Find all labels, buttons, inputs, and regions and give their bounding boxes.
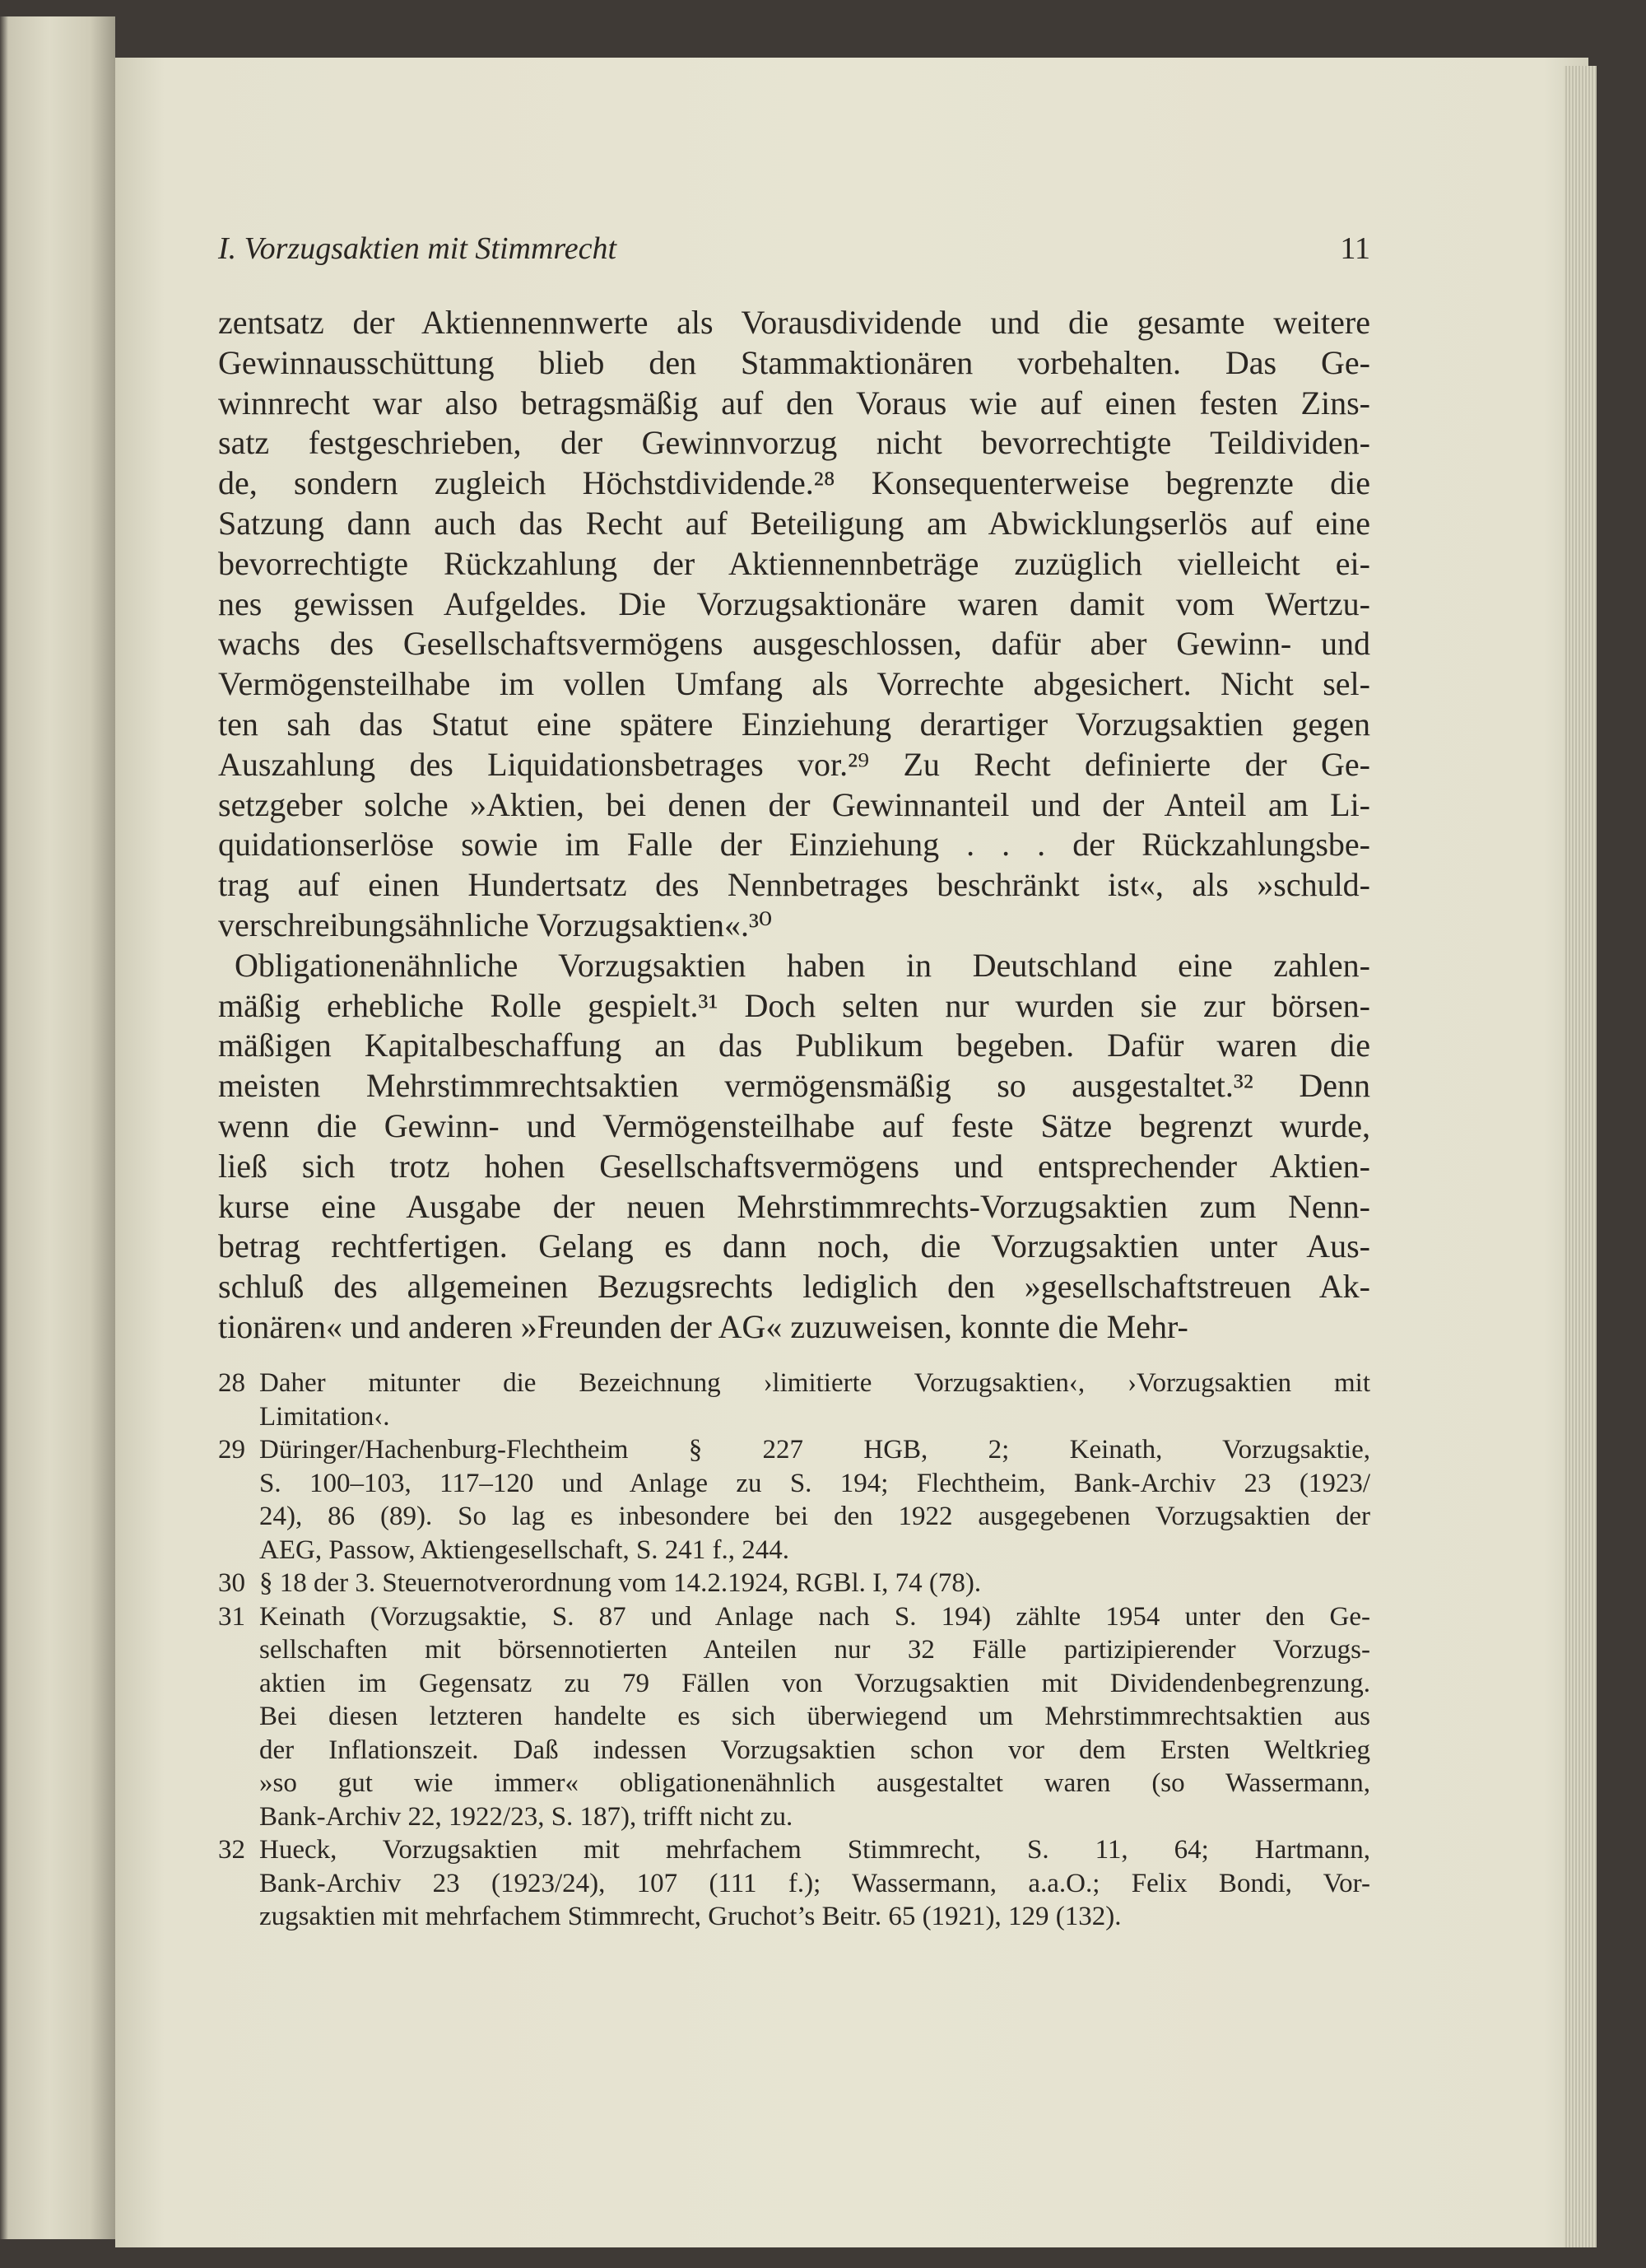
text-line: Gewinnausschüttung blieb den Stammaktionären vorbehalten. Das Ge- [218, 343, 1370, 381]
page-edges [1564, 66, 1597, 2247]
footnote-text: Düringer/Hachenburg-Flechtheim § 227 HGB, 2; Keinath, Vorzugsaktie, [259, 1435, 1370, 1465]
text-line: Obligationenähnliche Vorzugsaktien haben in Deutschland eine zahlen- [235, 946, 1370, 984]
text-line: bevorrechtigte Rückzahlung der Aktiennennbeträge zuzüglich vielleicht ei- [218, 544, 1370, 582]
footnote-line [218, 1900, 1370, 1934]
footnotes [218, 1367, 1370, 1934]
text-line: Vermögensteilhabe im vollen Umfang als Vorrechte abgesichert. Nicht sel- [218, 665, 1370, 703]
footnote-number: 29 [218, 1435, 245, 1465]
footnote-line [218, 1567, 1370, 1600]
text-line: satz festgeschrieben, der Gewinnvorzug nicht bevorrechtigte Teildividen- [218, 424, 1370, 462]
text-line: nes gewissen Aufgeldes. Die Vorzugsaktionäre waren damit vom Wertzu- [218, 584, 1370, 622]
text-line: quidationserlöse sowie im Falle der Einziehung . . . der Rückzahlungsbe- [218, 826, 1370, 864]
running-title: I. Vorzugsaktien mit Stimmrecht [218, 231, 617, 266]
page-number: 11 [1340, 231, 1370, 266]
footnote-text: Hueck, Vorzugsaktien mit mehrfachem Stimmrecht, S. 11, 64; Hartmann, [259, 1835, 1370, 1865]
footnote-line [218, 1734, 1370, 1767]
footnote-line [218, 1500, 1370, 1534]
footnote-text: Bank-Archiv 22, 1922/23, S. 187), trifft nicht zu. [259, 1801, 793, 1832]
footnote-number: 28 [218, 1368, 245, 1398]
text-line: verschreibungsähnliche Vorzugsaktien«.³⁰ [218, 906, 773, 943]
footnote-text: Bei diesen letzteren handelte es sich überwiegend um Mehrstimmrechtsaktien aus [259, 1702, 1370, 1731]
footnote-line [218, 1600, 1370, 1634]
footnote-line [218, 1767, 1370, 1800]
footnote-text: Daher mitunter die Bezeichnung ›limitierte Vorzugsaktien‹, ›Vorzugsaktien mit [259, 1368, 1370, 1398]
footnote-line [218, 1633, 1370, 1667]
footnote-text: »so gut wie immer« obligationenähnlich ausgestaltet waren (so Wassermann, [259, 1768, 1370, 1798]
footnote-line [218, 1867, 1370, 1901]
footnote-line [218, 1433, 1370, 1467]
footnote-text: S. 100–103, 117–120 und Anlage zu S. 194; Flechtheim, Bank-Archiv 23 (1923/ [259, 1468, 1370, 1498]
footnote-text: der Inflationszeit. Daß indessen Vorzugsaktien schon vor dem Ersten Weltkrieg [259, 1735, 1370, 1765]
footnote-line [218, 1367, 1370, 1400]
footnote-line [218, 1667, 1370, 1701]
footnote-number: 30 [218, 1568, 245, 1598]
footnote-number: 32 [218, 1835, 245, 1865]
text-line: betrag rechtfertigen. Gelang es dann noch, die Vorzugsaktien unter Aus- [218, 1227, 1370, 1265]
footnote-text: Keinath (Vorzugsaktie, S. 87 und Anlage nach S. 194) zählte 1954 unter den Ge- [259, 1601, 1370, 1632]
text-line: Satzung dann auch das Recht auf Beteiligung am Abwicklungserlös auf eine [218, 504, 1370, 542]
facing-page-edge [0, 16, 115, 2239]
text-line: mäßigen Kapitalbeschaffung an das Publikum begeben. Dafür waren die [218, 1027, 1370, 1064]
footnote-text: aktien im Gegensatz zu 79 Fällen von Vorzugsaktien mit Dividendenbegrenzung. [259, 1668, 1370, 1698]
text-line: setzgeber solche »Aktien, bei denen der Gewinnanteil und der Anteil am Li- [218, 785, 1370, 823]
text-line: zentsatz der Aktiennennwerte als Vorausdividende und die gesamte weitere [218, 304, 1370, 341]
text-line: schluß des allgemeinen Bezugsrechts lediglich den »gesellschaftstreuen Ak- [218, 1268, 1370, 1306]
footnote-text: zugsaktien mit mehrfachem Stimmrecht, Gruchot’s Beitr. 65 (1921), 129 (132). [259, 1902, 1122, 1931]
text-line: kurse eine Ausgabe der neuen Mehrstimmrechts-Vorzugsaktien zum Nenn- [218, 1187, 1370, 1225]
footnote-text: AEG, Passow, Aktiengesellschaft, S. 241 f., 244. [259, 1535, 790, 1565]
text-line: de, sondern zugleich Höchstdividende.²⁸ Konsequenterweise begrenzte die [218, 464, 1370, 502]
footnote-line [218, 1800, 1370, 1834]
text-line: Auszahlung des Liquidationsbetrages vor.²⁹ Zu Recht definierte der Ge- [218, 745, 1370, 783]
text-line: ten sah das Statut eine spätere Einziehung derartiger Vorzugsaktien gegen [218, 705, 1370, 743]
footnote-line [218, 1467, 1370, 1501]
footnote-text: 24), 86 (89). So lag es inbesondere bei den 1922 ausgegebenen Vorzugsaktien der [259, 1502, 1370, 1531]
text-line: ließ sich trotz hohen Gesellschaftsvermögens und entsprechender Aktien- [218, 1147, 1370, 1185]
footnote-line [218, 1534, 1370, 1567]
footnote-text: § 18 der 3. Steuernotverordnung vom 14.2.1924, RGBl. I, 74 (78). [259, 1568, 982, 1598]
footnote-text: Limitation‹. [259, 1401, 390, 1432]
footnote-line [218, 1833, 1370, 1867]
footnote-line [218, 1400, 1370, 1434]
page-header [218, 231, 1370, 272]
text-line: trag auf einen Hundertsatz des Nennbetrages beschränkt ist«, als »schuld- [218, 866, 1370, 904]
footnote-text: Bank-Archiv 23 (1923/24), 107 (111 f.); Wassermann, a.a.O.; Felix Bondi, Vor- [259, 1868, 1370, 1898]
footnote-line [218, 1700, 1370, 1734]
text-line: winnrecht war also betragsmäßig auf den Voraus wie auf einen festen Zins- [218, 384, 1370, 421]
text-line: mäßig erhebliche Rolle gespielt.³¹ Doch selten nur wurden sie zur börsen- [218, 986, 1370, 1024]
text-line: wachs des Gesellschaftsvermögens ausgeschlossen, dafür aber Gewinn- und [218, 625, 1370, 663]
footnote-number: 31 [218, 1601, 245, 1632]
text-line: meisten Mehrstimmrechtsaktien vermögensmäßig so ausgestaltet.³² Denn [218, 1067, 1370, 1105]
body-text [218, 303, 1370, 1348]
text-line: tionären« und anderen »Freunden der AG« zuzuweisen, konnte die Mehr- [218, 1307, 1188, 1345]
text-line: wenn die Gewinn- und Vermögensteilhabe auf feste Sätze begrenzt wurde, [218, 1106, 1370, 1144]
footnote-text: sellschaften mit börsennotierten Anteilen nur 32 Fälle partizipierender Vorzugs- [259, 1635, 1370, 1665]
